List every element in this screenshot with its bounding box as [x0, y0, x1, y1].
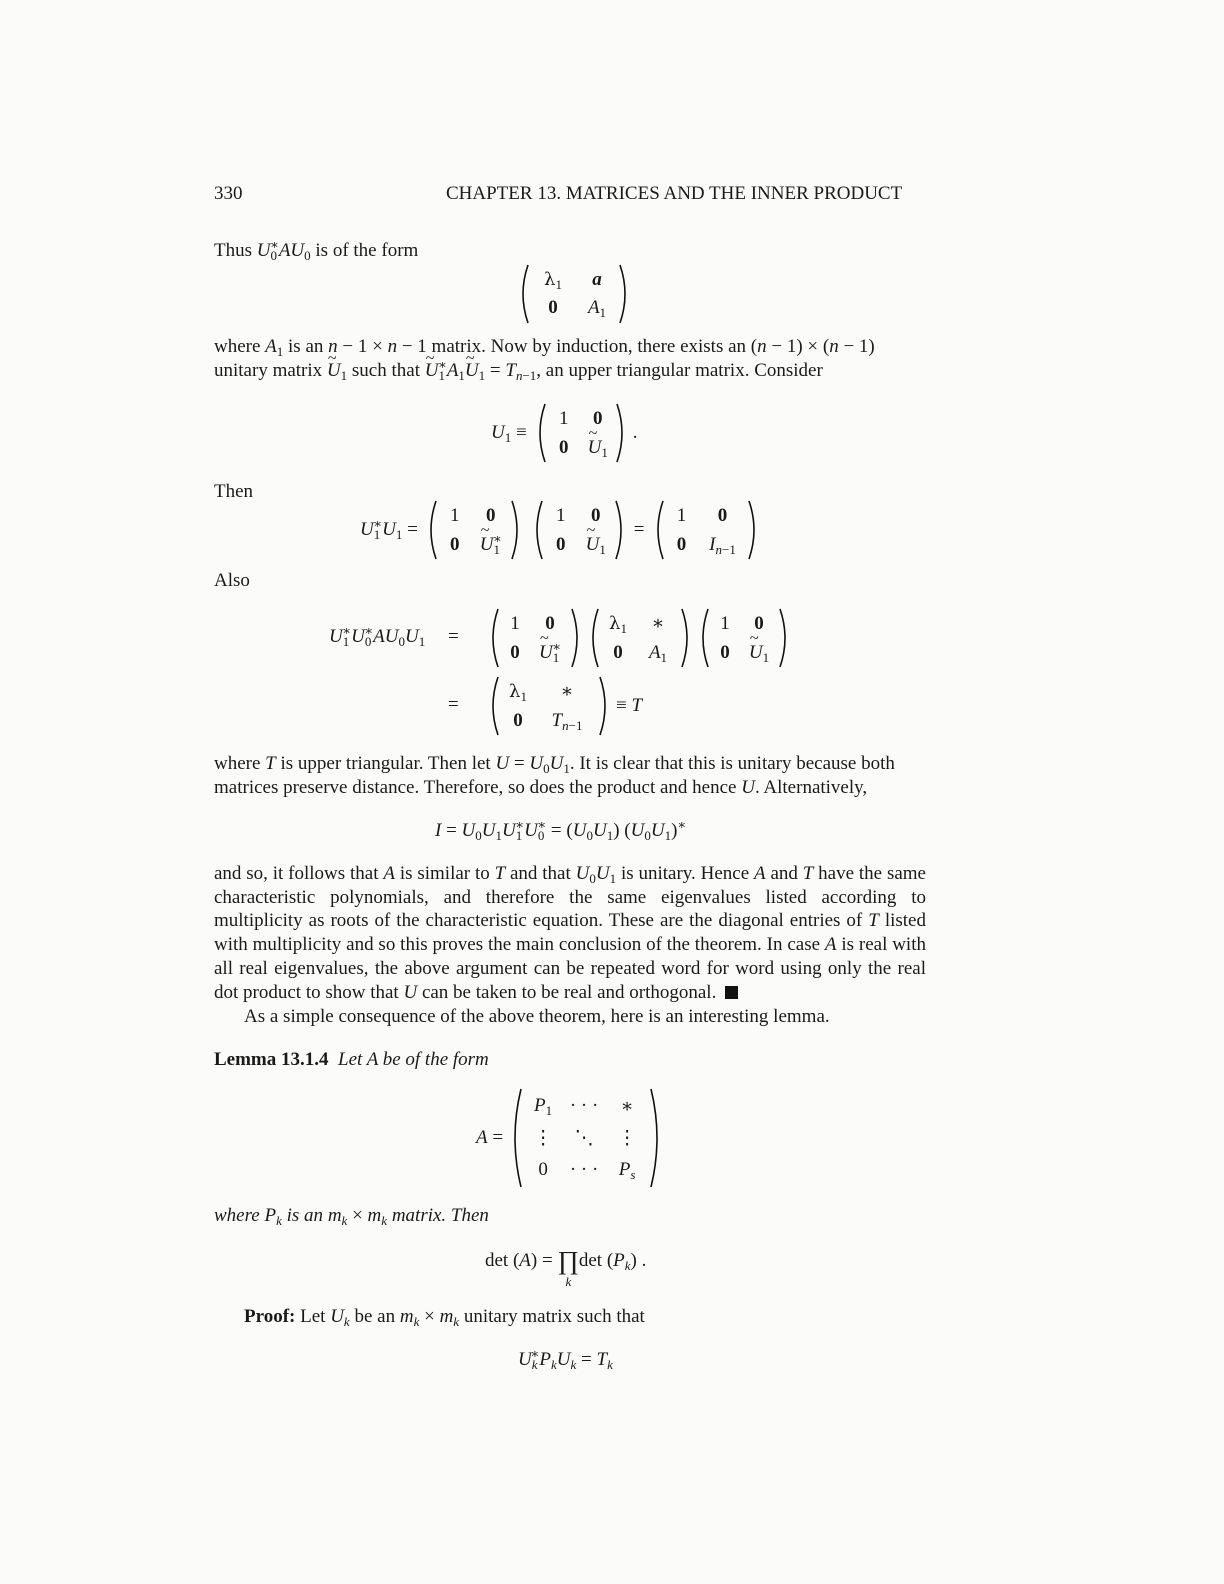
label-also: Also — [214, 570, 250, 591]
lemma-where-pk: where $P_k$ is an $m_k \times m_k$ matrix. Then — [214, 1205, 489, 1228]
page-number: 330 — [214, 183, 243, 204]
equation-uk-pk-uk: $U_k^∗P_kU_k = T_k$ — [518, 1346, 613, 1372]
equation-determinant: det (A) = ∏ k $\det (P_k)$ . — [485, 1246, 647, 1289]
equals-sign: = — [448, 626, 459, 647]
qed-square-icon — [725, 986, 738, 999]
equation-triangular-t: $\lambda_1$ ∗ 0 $T_{n-1}$ ≡ T — [486, 676, 642, 736]
equation-lhs-product: $U_1^∗U_0^∗AU_0U_1$ — [329, 623, 426, 649]
equation-product-rhs: 1 0 0 ~ $U_1^∗$ $\lambda_1$ ∗ 0 $A_1$ 1 0 0 ~ $U_1$ — [486, 608, 792, 668]
label-then: Then — [214, 481, 254, 502]
running-head: CHAPTER 13. MATRICES AND THE INNER PRODUCT — [446, 183, 903, 204]
proof-statement: Proof: Let $U_k$ be an $m_k \times m_k$ unitary matrix such that — [244, 1306, 645, 1329]
equals-sign: = — [448, 694, 459, 715]
equation-u1-definition: $U_1$ ≡ 1 0 0 ~ $U_1$ . — [491, 403, 637, 463]
matrix-block-form: $\lambda_1$ a 0 $A_1$ — [516, 264, 632, 324]
equation-identity: $I = U_0U_1U_1^∗U_0^∗ = (U_0U_1)$ $(U_0U_1)^∗$ — [435, 817, 687, 843]
paragraph-upper-triangular: where T is upper triangular. Then let $U = U_0U_1$. It is clear that this is unitary because both matrices preserve distance. Therefore, so does the product and hence U. Alternatively, — [214, 753, 895, 798]
paragraph-induction: where $A_1$ is an n − 1 × n − 1 matrix. Now by induction, there exists an (n − 1) × (n − 1) unitary matrix ~ $U_1$ such that ~ $U_1^∗A_1\sim$ $U_1 = T_{n-1}$, an upper triangular matrix. Consider — [214, 335, 926, 382]
paragraph-conclusion: and so, it follows that A is similar to T and that $U_0U_1$ is unitary. Hence A and T have the same characteristic polynomials, and therefore the same eigenvalues listed according to multiplicity as roots of the characteristic equation. These are the diagonal entries of T listed with multiplicity and so this proves the main conclusion of the theorem. In case A is real with all real eigenvalues, the above argument can be repeated word for word using only the real dot product to show that U can be taken to be real and orthogonal. — [214, 863, 926, 1003]
equation-block-matrix: A = $P_1$ · · · ∗ ⋮ ⋱ ⋮ 0 · · · $P_s$ — [476, 1088, 663, 1188]
paragraph-consequence: As a simple consequence of the above theorem, here is an interesting lemma. — [244, 1006, 830, 1027]
paragraph-thus: Thus $U_0^∗AU_0$ is of the form — [214, 237, 419, 263]
lemma-statement: Lemma 13.1.4 Let A be of the form — [214, 1049, 489, 1070]
equation-u1-star-u1: $U_1^∗U_1$ = 1 0 0 ~ $U_1^∗$ 1 0 0 ~ $U_1$ = 1 0 0 $I_{n-1}$ — [360, 500, 761, 560]
